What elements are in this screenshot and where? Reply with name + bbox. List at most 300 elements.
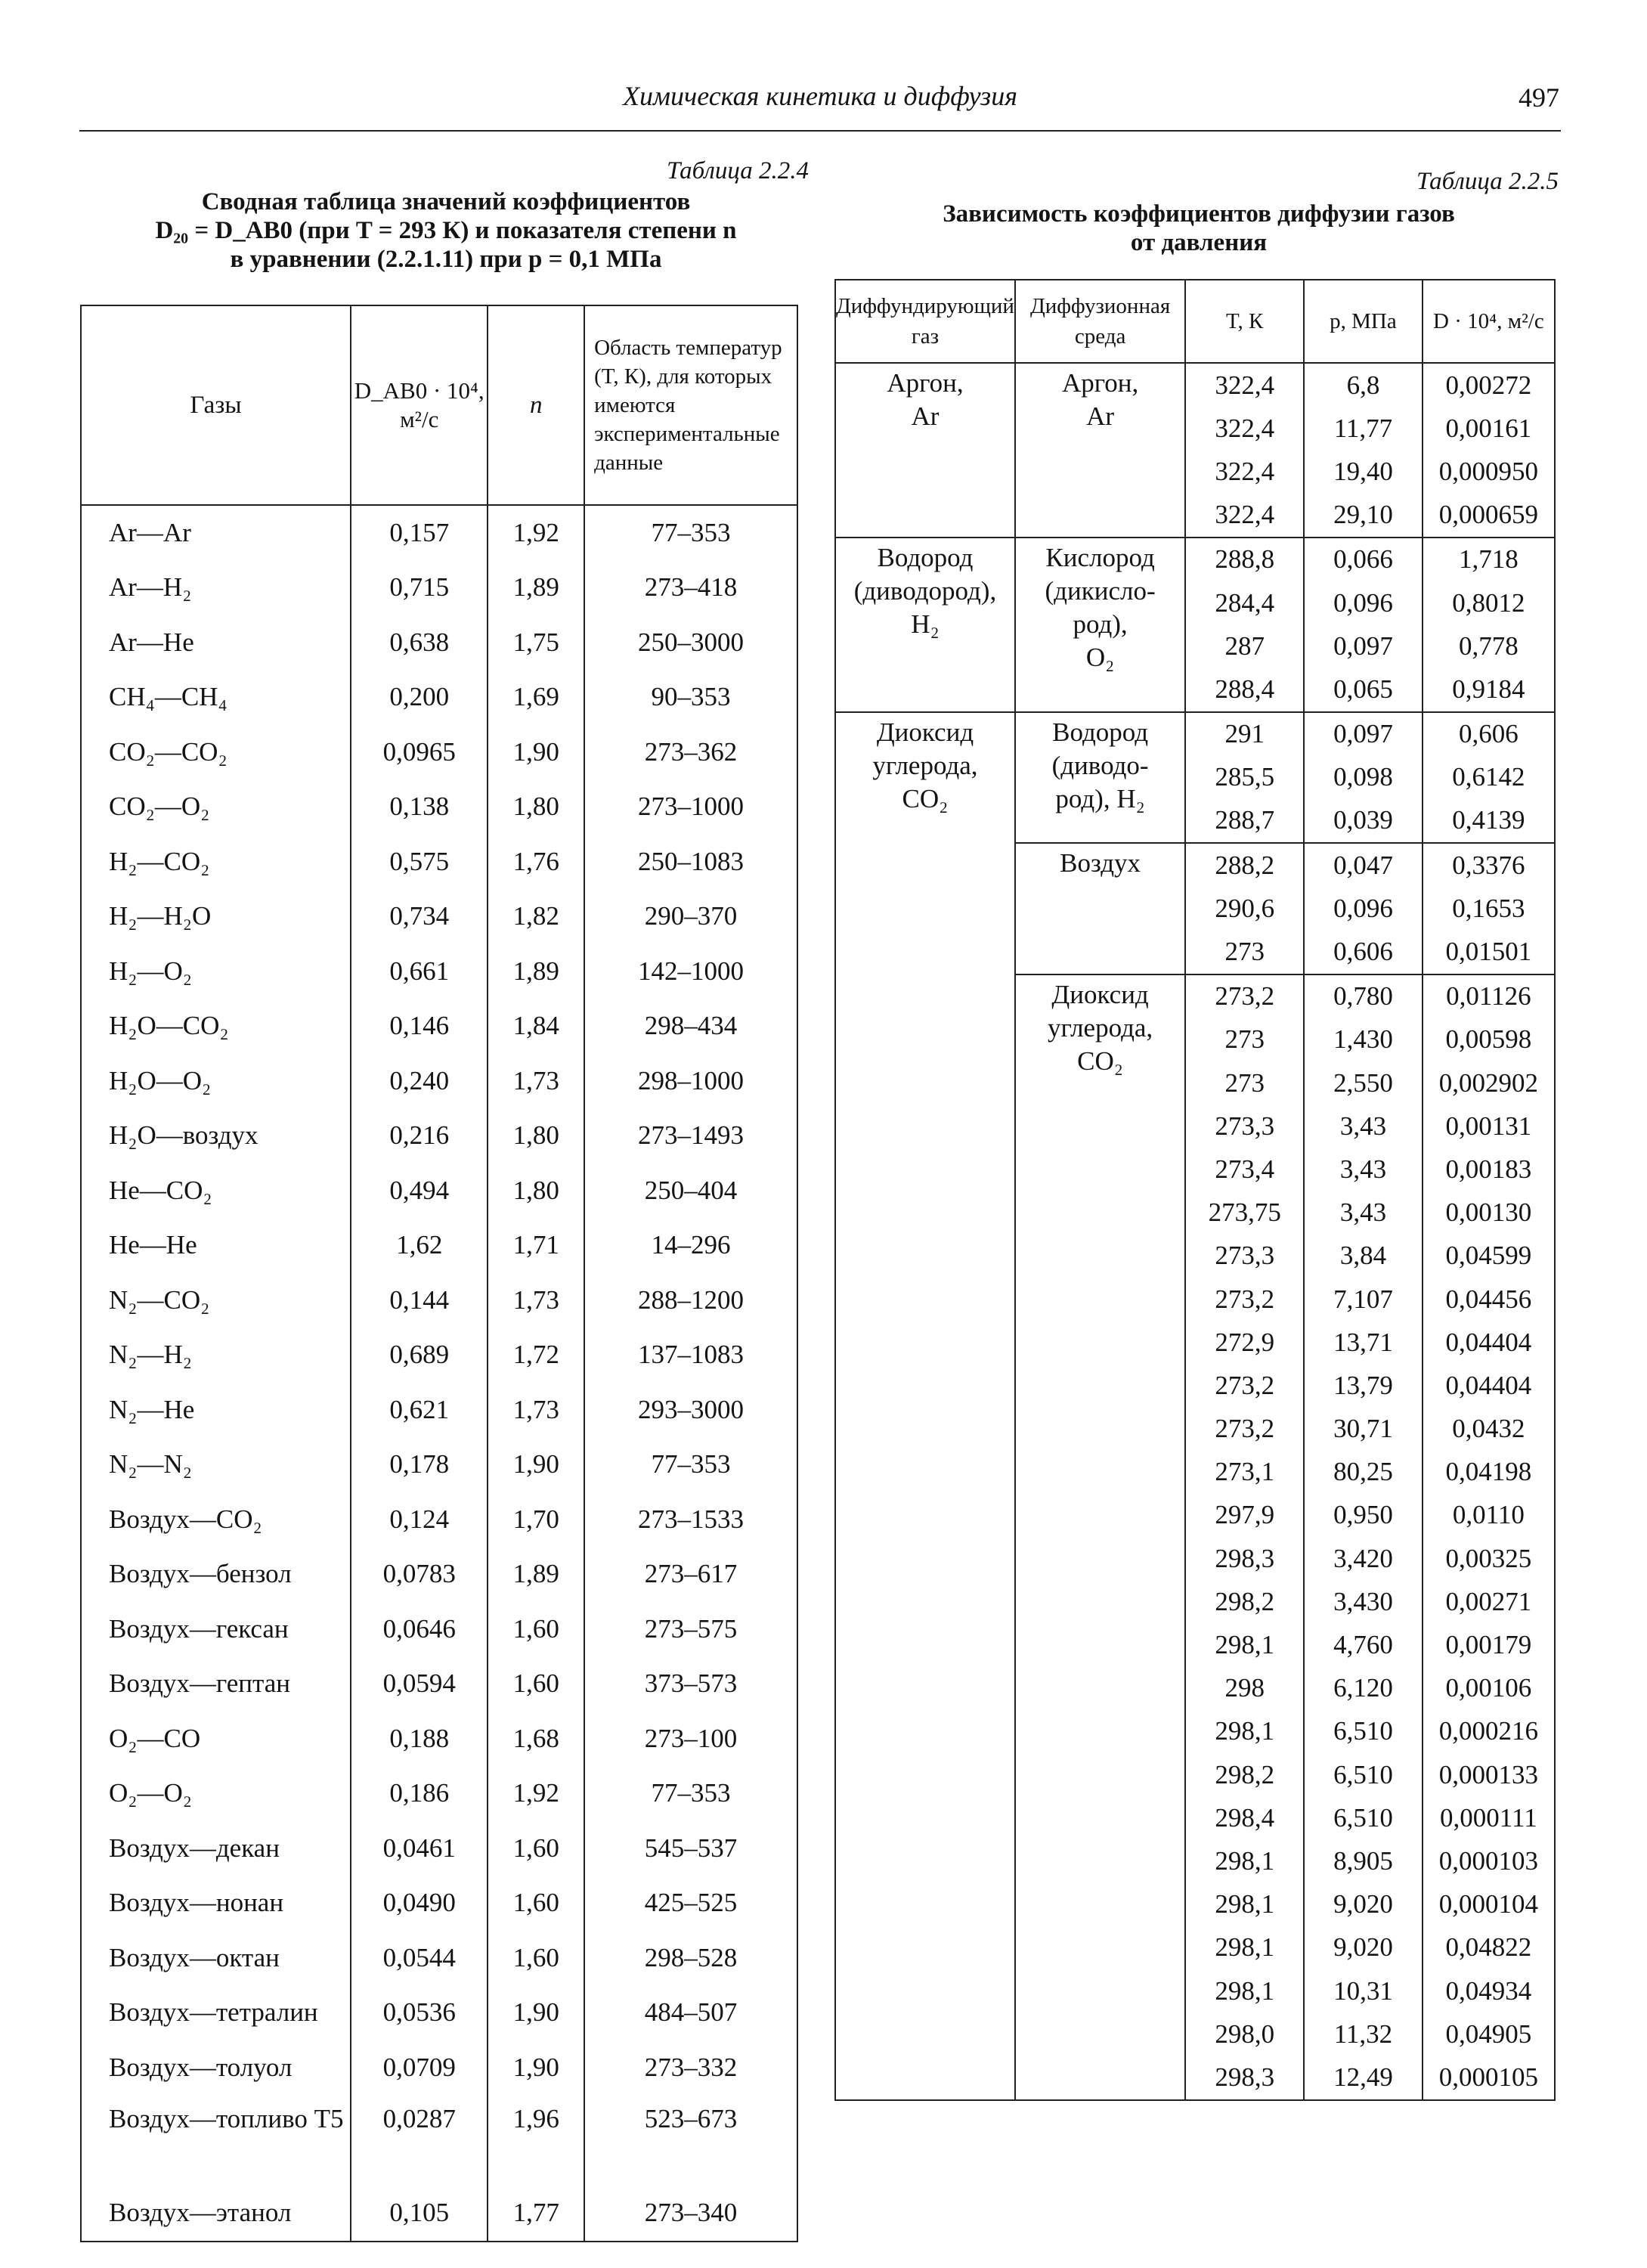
- pressure-cell: 0,096: [1304, 581, 1423, 624]
- temperature-cell: 273,75: [1185, 1191, 1304, 1235]
- n-cell: 1,60: [488, 1876, 584, 1931]
- temp-range-cell: 373–573: [584, 1656, 797, 1712]
- diffusion-coef-cell: 0,00179: [1423, 1623, 1555, 1666]
- pressure-cell: 6,510: [1304, 1710, 1423, 1753]
- temperature-cell: 322,4: [1185, 363, 1304, 407]
- col-header-pressure: p, МПа: [1304, 280, 1423, 363]
- group-label-line: Водород: [877, 542, 974, 572]
- d-ab0-cell: 0,105: [351, 2186, 488, 2242]
- temperature-cell: 298,2: [1185, 1753, 1304, 1796]
- pressure-cell: 80,25: [1304, 1451, 1423, 1494]
- diffusion-coef-cell: 0,9184: [1423, 668, 1555, 711]
- table-row: [81, 1437, 797, 1492]
- gas-pair-cell: Воздух—гептан: [81, 1656, 351, 1712]
- table-2-2-4-tag: Таблица 2.2.4: [667, 157, 809, 184]
- n-cell: 1,90: [488, 2040, 584, 2096]
- pressure-cell: 0,098: [1304, 756, 1423, 799]
- n-cell: 1,82: [488, 889, 584, 944]
- gas-pair-cell: Воздух—октан: [81, 1931, 351, 1986]
- temp-range-cell: 425–525: [584, 1876, 797, 1931]
- pressure-cell: 29,10: [1304, 494, 1423, 538]
- col-header-temperature: T, К: [1185, 280, 1304, 363]
- pressure-cell: 10,31: [1304, 1969, 1423, 2012]
- n-cell: 1,60: [488, 1821, 584, 1876]
- d-ab0-cell: 0,0287: [351, 2095, 488, 2186]
- gas-pair-cell: O₂—CO: [81, 1712, 351, 1767]
- gas-pair-cell: Воздух—этанол: [81, 2186, 351, 2242]
- temperature-cell: 273,2: [1185, 974, 1304, 1018]
- temperature-cell: 291: [1185, 712, 1304, 756]
- temperature-cell: 298,1: [1185, 1710, 1304, 1753]
- col-header-medium: Диффузионная среда: [1015, 280, 1185, 363]
- gas-pair-cell: He—CO₂: [81, 1163, 351, 1219]
- diffusion-coef-cell: 0,00183: [1423, 1148, 1555, 1191]
- pressure-cell: 0,066: [1304, 538, 1423, 581]
- diffusion-coef-cell: 0,6142: [1423, 756, 1555, 799]
- temp-range-cell: 273–418: [584, 560, 797, 615]
- table-2-2-5-tag: Таблица 2.2.5: [1416, 168, 1559, 195]
- diffusion-coef-cell: 0,00131: [1423, 1105, 1555, 1148]
- gas-pair-cell: H₂O—воздух: [81, 1108, 351, 1163]
- temp-range-cell: 137–1083: [584, 1328, 797, 1383]
- gas-pair-cell: N₂—N₂: [81, 1437, 351, 1492]
- group-label-line: CO₂: [1077, 1046, 1123, 1076]
- table-row: [81, 889, 797, 944]
- pressure-cell: 7,107: [1304, 1278, 1423, 1321]
- diffusing-gas-cell: [835, 363, 1015, 538]
- d-ab0-cell: 0,146: [351, 999, 488, 1054]
- diffusion-coef-cell: 0,04404: [1423, 1321, 1555, 1364]
- d-ab0-cell: 0,575: [351, 835, 488, 890]
- group-label-line: H₂: [911, 609, 940, 639]
- col-header-gases: Газы: [81, 305, 351, 505]
- table-row: [835, 712, 1555, 756]
- running-title: Химическая кинетика и диффузия: [623, 81, 1017, 111]
- temperature-cell: 273,2: [1185, 1278, 1304, 1321]
- n-cell: 1,89: [488, 944, 584, 999]
- diffusion-coef-cell: 0,002902: [1423, 1061, 1555, 1105]
- left-table-body: [81, 505, 797, 2242]
- temp-range-cell: 90–353: [584, 670, 797, 725]
- right-table-body: [835, 363, 1555, 2100]
- temp-range-cell: 77–353: [584, 1437, 797, 1492]
- temperature-cell: 273,2: [1185, 1364, 1304, 1407]
- diffusion-coef-cell: 0,04934: [1423, 1969, 1555, 2012]
- page-number: 497: [1519, 82, 1559, 113]
- table-row: [81, 505, 797, 560]
- d-ab0-cell: 0,124: [351, 1492, 488, 1548]
- pressure-cell: 0,950: [1304, 1494, 1423, 1537]
- temp-range-cell: 273–362: [584, 725, 797, 780]
- gas-pair-cell: Ar—Ar: [81, 505, 351, 560]
- pressure-cell: 3,43: [1304, 1191, 1423, 1235]
- table-2-2-5-title: [839, 200, 1559, 257]
- pressure-cell: 0,096: [1304, 887, 1423, 930]
- gas-pair-cell: CO₂—O₂: [81, 779, 351, 835]
- gas-pair-cell: Ar—He: [81, 615, 351, 671]
- col-header-diffusion-coef: D · 10⁴, м²/с: [1423, 280, 1555, 363]
- temperature-cell: 273,4: [1185, 1148, 1304, 1191]
- group-label-line: Аргон,: [887, 368, 964, 398]
- temperature-cell: 288,2: [1185, 843, 1304, 887]
- d-ab0-cell: 0,216: [351, 1108, 488, 1163]
- n-cell: 1,60: [488, 1656, 584, 1712]
- gas-pair-cell: H₂—O₂: [81, 944, 351, 999]
- diffusing-gas-cell: [835, 538, 1015, 712]
- temperature-cell: 290,6: [1185, 887, 1304, 930]
- temp-range-cell: 77–353: [584, 1766, 797, 1821]
- diffusion-medium-cell: [1015, 974, 1185, 2100]
- temperature-cell: 288,7: [1185, 799, 1304, 843]
- temperature-cell: 298,1: [1185, 1969, 1304, 2012]
- temp-range-cell: 250–404: [584, 1163, 797, 1219]
- table-row: [81, 670, 797, 725]
- temperature-cell: 298,1: [1185, 1623, 1304, 1666]
- d-ab0-cell: 0,0646: [351, 1602, 488, 1657]
- n-cell: 1,76: [488, 835, 584, 890]
- group-label-line: углерода,: [1048, 1012, 1153, 1043]
- col-header-diffusing-gas: Диффундирующий газ: [835, 280, 1015, 363]
- temp-range-cell: 293–3000: [584, 1383, 797, 1438]
- table-row: [81, 1108, 797, 1163]
- table-row: [81, 1985, 797, 2040]
- group-label-line: (диводород),: [853, 575, 997, 606]
- pressure-cell: 0,780: [1304, 974, 1423, 1018]
- n-cell: 1,60: [488, 1602, 584, 1657]
- diffusion-coef-cell: 1,718: [1423, 538, 1555, 581]
- pressure-cell: 19,40: [1304, 450, 1423, 493]
- n-cell: 1,92: [488, 505, 584, 560]
- temperature-cell: 273,3: [1185, 1105, 1304, 1148]
- diffusion-coef-cell: 0,00161: [1423, 407, 1555, 450]
- group-label-line: Ar: [1086, 401, 1115, 431]
- pressure-cell: 0,065: [1304, 668, 1423, 711]
- temperature-cell: 273: [1185, 1061, 1304, 1105]
- pressure-cell: 3,43: [1304, 1105, 1423, 1148]
- table-row: [81, 1054, 797, 1109]
- gas-pair-cell: Воздух—CO₂: [81, 1492, 351, 1548]
- n-cell: 1,70: [488, 1492, 584, 1548]
- n-cell: 1,73: [488, 1273, 584, 1328]
- diffusion-coef-cell: 0,0110: [1423, 1494, 1555, 1537]
- group-label-line: Диоксид: [1051, 979, 1149, 1009]
- table-row: [81, 944, 797, 999]
- n-cell: 1,77: [488, 2186, 584, 2242]
- diffusion-coef-cell: 0,04198: [1423, 1451, 1555, 1494]
- temperature-cell: 298,2: [1185, 1580, 1304, 1623]
- group-label-line: род), H₂: [1055, 783, 1145, 813]
- table-title-line: D₂₀ = D_AB0 (при T = 293 К) и показателя степени n: [155, 217, 737, 244]
- table-row: [81, 1547, 797, 1602]
- diffusion-coef-cell: 0,00272: [1423, 363, 1555, 407]
- pressure-cell: 0,097: [1304, 624, 1423, 668]
- temperature-cell: 322,4: [1185, 494, 1304, 538]
- diffusion-coef-cell: 0,04404: [1423, 1364, 1555, 1407]
- d-ab0-cell: 0,138: [351, 779, 488, 835]
- diffusion-coef-cell: 0,8012: [1423, 581, 1555, 624]
- n-cell: 1,71: [488, 1218, 584, 1273]
- diffusion-medium-cell: [1015, 712, 1185, 844]
- group-label-line: Аргон,: [1061, 368, 1139, 398]
- gas-pair-cell: CO₂—CO₂: [81, 725, 351, 780]
- pressure-cell: 6,510: [1304, 1796, 1423, 1839]
- col-header-temp-range: Область температур (T, К), для которых имеются экспериментальные данные: [584, 305, 797, 505]
- pressure-cell: 3,43: [1304, 1148, 1423, 1191]
- table-row: [81, 1492, 797, 1548]
- gas-pair-cell: Воздух—бензол: [81, 1547, 351, 1602]
- diffusion-coef-cell: 0,00271: [1423, 1580, 1555, 1623]
- d-ab0-cell: 0,494: [351, 1163, 488, 1219]
- diffusion-coef-cell: 0,3376: [1423, 843, 1555, 887]
- temp-range-cell: 523–673: [584, 2095, 797, 2186]
- d-ab0-cell: 1,62: [351, 1218, 488, 1273]
- diffusion-coef-cell: 0,000104: [1423, 1883, 1555, 1926]
- n-cell: 1,80: [488, 779, 584, 835]
- pressure-cell: 13,79: [1304, 1364, 1423, 1407]
- pressure-cell: 2,550: [1304, 1061, 1423, 1105]
- d-ab0-cell: 0,0461: [351, 1821, 488, 1876]
- diffusion-coef-cell: 0,778: [1423, 624, 1555, 668]
- group-label-line: Диоксид: [876, 717, 974, 747]
- diffusion-coef-cell: 0,01126: [1423, 974, 1555, 1018]
- table-row: [81, 1328, 797, 1383]
- group-label-line: CO₂: [902, 783, 949, 813]
- table-row: [81, 2095, 797, 2186]
- temp-range-cell: 250–3000: [584, 615, 797, 671]
- diffusion-coef-cell: 0,0432: [1423, 1408, 1555, 1451]
- d-ab0-cell: 0,0536: [351, 1985, 488, 2040]
- d-ab0-cell: 0,0594: [351, 1656, 488, 1712]
- diffusion-coefficients-table: [80, 305, 798, 2242]
- col-header-n: n: [488, 305, 584, 505]
- pressure-cell: 8,905: [1304, 1839, 1423, 1882]
- group-label-line: Воздух: [1060, 848, 1141, 878]
- table-row: [81, 779, 797, 835]
- temperature-cell: 273: [1185, 1018, 1304, 1061]
- temp-range-cell: 273–332: [584, 2040, 797, 2096]
- temp-range-cell: 273–617: [584, 1547, 797, 1602]
- d-ab0-cell: 0,661: [351, 944, 488, 999]
- gas-pair-cell: H₂O—CO₂: [81, 999, 351, 1054]
- diffusion-coef-cell: 0,01501: [1423, 930, 1555, 974]
- temp-range-cell: 298–528: [584, 1931, 797, 1986]
- diffusion-coef-cell: 0,00130: [1423, 1191, 1555, 1235]
- table-row: [81, 835, 797, 890]
- table-row: [81, 725, 797, 780]
- diffusion-coef-cell: 0,606: [1423, 712, 1555, 756]
- temperature-cell: 322,4: [1185, 450, 1304, 493]
- pressure-cell: 11,32: [1304, 2012, 1423, 2056]
- diffusion-coef-cell: 0,00598: [1423, 1018, 1555, 1061]
- group-label-line: (дикисло-: [1045, 575, 1156, 606]
- n-cell: 1,72: [488, 1328, 584, 1383]
- temp-range-cell: 273–575: [584, 1602, 797, 1657]
- table-row: [81, 1656, 797, 1712]
- group-label-line: (диводо-: [1051, 750, 1149, 780]
- n-cell: 1,80: [488, 1163, 584, 1219]
- temperature-cell: 322,4: [1185, 407, 1304, 450]
- pressure-cell: 11,77: [1304, 407, 1423, 450]
- table-title-line: Зависимость коэффициентов диффузии газов: [943, 200, 1455, 228]
- d-ab0-cell: 0,0783: [351, 1547, 488, 1602]
- table-row: [835, 538, 1555, 581]
- gas-pair-cell: N₂—H₂: [81, 1328, 351, 1383]
- temperature-cell: 273: [1185, 930, 1304, 974]
- n-cell: 1,89: [488, 560, 584, 615]
- n-cell: 1,60: [488, 1931, 584, 1986]
- table-row: [835, 363, 1555, 407]
- d-ab0-cell: 0,621: [351, 1383, 488, 1438]
- pressure-cell: 0,047: [1304, 843, 1423, 887]
- d-ab0-cell: 0,240: [351, 1054, 488, 1109]
- n-cell: 1,89: [488, 1547, 584, 1602]
- d-ab0-cell: 0,638: [351, 615, 488, 671]
- table-row: [81, 1876, 797, 1931]
- temp-range-cell: 290–370: [584, 889, 797, 944]
- gas-pair-cell: N₂—He: [81, 1383, 351, 1438]
- d-ab0-cell: 0,715: [351, 560, 488, 615]
- pressure-cell: 9,020: [1304, 1883, 1423, 1926]
- temp-range-cell: 273–340: [584, 2186, 797, 2242]
- temperature-cell: 288,4: [1185, 668, 1304, 711]
- diffusion-coef-cell: 0,000133: [1423, 1753, 1555, 1796]
- group-label-line: O₂: [1085, 642, 1115, 672]
- table-row: [81, 1383, 797, 1438]
- diffusion-coef-cell: 0,04456: [1423, 1278, 1555, 1321]
- temperature-cell: 298,0: [1185, 2012, 1304, 2056]
- diffusion-coef-cell: 0,000105: [1423, 2056, 1555, 2099]
- d-ab0-cell: 0,734: [351, 889, 488, 944]
- table-row: [81, 999, 797, 1054]
- temp-range-cell: 14–296: [584, 1218, 797, 1273]
- n-cell: 1,96: [488, 2095, 584, 2186]
- temp-range-cell: 545–537: [584, 1821, 797, 1876]
- diffusion-coef-cell: 0,00325: [1423, 1537, 1555, 1580]
- n-cell: 1,69: [488, 670, 584, 725]
- pressure-cell: 0,039: [1304, 799, 1423, 843]
- temp-range-cell: 298–1000: [584, 1054, 797, 1109]
- d-ab0-cell: 0,0544: [351, 1931, 488, 1986]
- gas-pair-cell: H₂—H₂O: [81, 889, 351, 944]
- group-label-line: род),: [1073, 609, 1128, 639]
- d-ab0-cell: 0,200: [351, 670, 488, 725]
- d-ab0-cell: 0,689: [351, 1328, 488, 1383]
- temperature-cell: 273,3: [1185, 1235, 1304, 1278]
- group-label-line: Кислород: [1045, 542, 1155, 572]
- temperature-cell: 273,1: [1185, 1451, 1304, 1494]
- temp-range-cell: 77–353: [584, 505, 797, 560]
- pressure-cell: 3,430: [1304, 1580, 1423, 1623]
- diffusion-medium-cell: [1015, 538, 1185, 712]
- gas-pair-cell: Воздух—нонан: [81, 1876, 351, 1931]
- temperature-cell: 298: [1185, 1667, 1304, 1710]
- table-row: [81, 1712, 797, 1767]
- temperature-cell: 272,9: [1185, 1321, 1304, 1364]
- d-ab0-cell: 0,0709: [351, 2040, 488, 2096]
- gas-pair-cell: O₂—O₂: [81, 1766, 351, 1821]
- temp-range-cell: 288–1200: [584, 1273, 797, 1328]
- pressure-cell: 6,510: [1304, 1753, 1423, 1796]
- gas-pair-cell: Воздух—толуол: [81, 2040, 351, 2096]
- table-row: [81, 1273, 797, 1328]
- table-row: [81, 1766, 797, 1821]
- temperature-cell: 287: [1185, 624, 1304, 668]
- temperature-cell: 298,1: [1185, 1839, 1304, 1882]
- n-cell: 1,73: [488, 1383, 584, 1438]
- gas-pair-cell: Воздух—декан: [81, 1821, 351, 1876]
- table-row: [81, 1931, 797, 1986]
- diffusion-coef-cell: 0,000950: [1423, 450, 1555, 493]
- n-cell: 1,73: [488, 1054, 584, 1109]
- group-label-line: углерода,: [872, 750, 978, 780]
- temperature-cell: 284,4: [1185, 581, 1304, 624]
- n-cell: 1,68: [488, 1712, 584, 1767]
- table-title-line: в уравнении (2.2.1.11) при p = 0,1 МПа: [230, 246, 662, 273]
- n-cell: 1,92: [488, 1766, 584, 1821]
- diffusion-coef-cell: 0,4139: [1423, 799, 1555, 843]
- gas-pair-cell: H₂O—O₂: [81, 1054, 351, 1109]
- n-cell: 1,90: [488, 1437, 584, 1492]
- temp-range-cell: 298–434: [584, 999, 797, 1054]
- temp-range-cell: 142–1000: [584, 944, 797, 999]
- d-ab0-cell: 0,157: [351, 505, 488, 560]
- gas-pair-cell: Воздух—топливо T5: [81, 2095, 351, 2186]
- group-label-line: Ar: [911, 401, 940, 431]
- diffusion-coef-cell: 0,00106: [1423, 1667, 1555, 1710]
- pressure-cell: 3,420: [1304, 1537, 1423, 1580]
- table-title-line: от давления: [1130, 229, 1268, 256]
- temperature-cell: 298,3: [1185, 1537, 1304, 1580]
- table-row: [81, 2040, 797, 2096]
- diffusion-coef-cell: 0,000111: [1423, 1796, 1555, 1839]
- pressure-cell: 0,606: [1304, 930, 1423, 974]
- gas-pair-cell: Ar—H₂: [81, 560, 351, 615]
- d-ab0-cell: 0,188: [351, 1712, 488, 1767]
- diffusion-medium-cell: [1015, 843, 1185, 974]
- d-ab0-cell: 0,0965: [351, 725, 488, 780]
- pressure-cell: 13,71: [1304, 1321, 1423, 1364]
- n-cell: 1,80: [488, 1108, 584, 1163]
- diffusion-coef-cell: 0,04905: [1423, 2012, 1555, 2056]
- table-row: [81, 1163, 797, 1219]
- pressure-cell: 6,8: [1304, 363, 1423, 407]
- d-ab0-cell: 0,0490: [351, 1876, 488, 1931]
- pressure-cell: 6,120: [1304, 1667, 1423, 1710]
- page-header: [79, 73, 1561, 132]
- pressure-cell: 0,097: [1304, 712, 1423, 756]
- group-label-line: Водород: [1052, 717, 1149, 747]
- d-ab0-cell: 0,144: [351, 1273, 488, 1328]
- temperature-cell: 298,1: [1185, 1926, 1304, 1969]
- n-cell: 1,75: [488, 615, 584, 671]
- pressure-cell: 4,760: [1304, 1623, 1423, 1666]
- gas-pair-cell: He—He: [81, 1218, 351, 1273]
- table-title-line: Сводная таблица значений коэффициентов: [201, 188, 691, 215]
- gas-pair-cell: Воздух—тетралин: [81, 1985, 351, 2040]
- diffusion-coef-cell: 0,000659: [1423, 494, 1555, 538]
- temp-range-cell: 273–1493: [584, 1108, 797, 1163]
- table-row: [81, 615, 797, 671]
- temp-range-cell: 484–507: [584, 1985, 797, 2040]
- pressure-cell: 1,430: [1304, 1018, 1423, 1061]
- diffusion-coef-cell: 0,000216: [1423, 1710, 1555, 1753]
- temp-range-cell: 250–1083: [584, 835, 797, 890]
- diffusing-gas-cell: [835, 712, 1015, 2100]
- n-cell: 1,90: [488, 725, 584, 780]
- diffusion-medium-cell: [1015, 363, 1185, 538]
- temp-range-cell: 273–1000: [584, 779, 797, 835]
- temp-range-cell: 273–100: [584, 1712, 797, 1767]
